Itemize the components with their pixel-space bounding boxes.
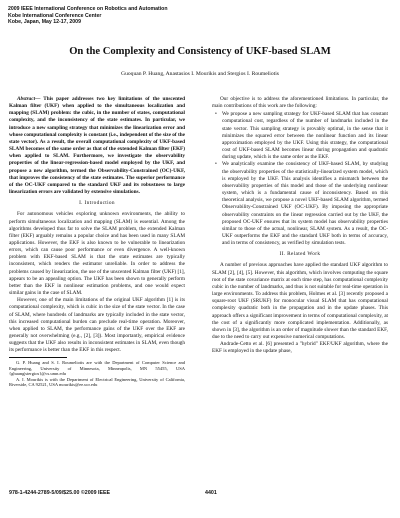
contribution-item-1: • We propose a new sampling strategy for UKF-based SLAM that has constant computational cost, regardless of the number of landmarks included in the state vector. This sampling strategy is provably optimal, in the sense that it minimizes the squared error between the nonlinear function and its linear approximation employed by the UKF. Using this strategy, the computational cost of UKF-based SLAM becomes linear during propagation and quadratic during update, which is the same order as the EKF.	[222, 111, 388, 161]
intro-paragraph-2: However, one of the main limitations of the original UKF algorithm [1] is its computational complexity, which is cubic in the size of the state vector. In the case of SLAM, where hundreds of landmarks are typically included in the state vector, this increased computational burden can preclude real-time operation. Moreover, when applied to SLAM, the performance gains of the UKF over the EKF are generally not overwhelming (e.g., [2], [3]). Most importantly, empirical evidence suggests that the UKF also results in inconsistent estimates in SLAM, even though its performance is better than the EKF in this respect.	[9, 297, 185, 354]
isbn-copyright: 978-1-4244-2789-5/09/$25.00 ©2009 IEEE	[9, 490, 111, 496]
footnote-authors-2: A. I. Mourikis is with the Department of Electrical Engineering, University of California, Riverside, CA 92521, USA mourikis@ee.ucr.edu	[9, 376, 185, 388]
page-number: 4401	[205, 490, 217, 496]
footnote-divider	[9, 357, 67, 358]
abstract-text: — This paper addresses two key limitations of the unscented Kalman filter (UKF) when applied to the simultaneous localization and mapping (SLAM) problem: the cubic, in the number of states, computational complexity, and the inconsistency of the state estimates. In particular, we introduce a new sampling strategy that minimizes the linearization error and whose computational complexity is constant (i.e., independent of the size of the state vector). As a result, the overall computational complexity of UKF-based SLAM becomes of the same order as that of the extended Kalman filter (EKF) when applied to SLAM. Furthermore, we investigate the observability properties of the linear-regression-based model employed by the UKF, and propose a new algorithm, termed the Observability-Constrained (OC)-UKF, that improves the consistency of the state estimates. The superior performance of the OC-UKF compared to the standard UKF and its robustness to large linearization errors are validated by extensive simulations.	[9, 96, 185, 196]
related-work-paragraph-1: A number of previous approaches have applied the standard UKF algorithm to SLAM [2], [4], [5]. However, this algorithm, which involves computing the square root of the state covariance matrix at each time step, has computational complexity cubic in the number of landmarks, and thus is not suitable for real-time operation in large environments. To address this problem, Holmes et al. [3] recently proposed a square-root UKF (SRUKF) for monocular visual SLAM that has computational complexity quadratic both in the propagation and in the update phases. This approach offers a significant improvement in terms of computational complexity, at the cost of a significantly more complicated implementation. Additionally, as shown in [3], the algorithm is an order of magnitude slower than the standard EKF, due to the need to carry out expensive numerical computations.	[212, 262, 388, 340]
right-column	[212, 96, 388, 355]
conference-name: 2009 IEEE International Conference on Robotics and Automation	[8, 6, 168, 12]
abstract	[9, 96, 185, 196]
section-heading-introduction: I. Introduction	[79, 200, 115, 207]
footnote-authors-1: G. P. Huang and S. I. Roumeliotis are with the Department of Computer Science and Engineering, University of Minnesota, Minneapolis, MN 55455, USA {ghuang|stergios}@cs.umn.edu	[9, 360, 185, 377]
section-heading-related-work: II. Related Work	[279, 251, 321, 258]
intro-paragraph-1: For autonomous vehicles exploring unknown environments, the ability to perform simultaneous localization and mapping (SLAM) is essential. Among the algorithms developed thus far to solve the SLAM problem, the extended Kalman filter (EKF) arguably remains a popular choice and has been used in many SLAM applications. However, the EKF is also known to be vulnerable to linearization errors, which can cause poor performance or even divergence. A well-known problem with EKF-based SLAM is that the state estimates are typically inconsistent, which renders the estimator unreliable. In order to address the problems caused by linearization, the use of the unscented Kalman filter (UKF) [1], appears to be an appealing option. The UKF has been shown to generally perform better than the EKF in nonlinear estimation problems, and one would expect similar gains in the case of SLAM.	[9, 211, 185, 297]
conference-header	[8, 6, 208, 26]
contributions-intro: Our objective is to address the aforementioned limitations. In particular, the main contributions of this work are the following:	[212, 96, 388, 110]
conference-venue: Kobe International Conference Center	[8, 12, 102, 19]
paper-authors: Guoquan P. Huang, Anastasios I. Mourikis and Stergios I. Roumeliotis	[121, 71, 279, 77]
related-work-paragraph-2: Andrade-Cetto et al. [6] presented a "hybrid" EKF/UKF algorithm, where the EKF is employed in the update phase,	[212, 341, 388, 355]
paper-title: On the Complexity and Consistency of UKF-based SLAM	[69, 46, 331, 57]
contributions-list	[212, 111, 388, 247]
conference-date: Kobe, Japan, May 12-17, 2009	[8, 19, 81, 26]
contribution-item-2: • We analytically examine the consistency of UKF-based SLAM, by studying the observability properties of the statistically-linearized system model, which is employed by the UKF. This analysis identifies a mismatch between the observability properties of this model and those of the underlying nonlinear system, which is a fundamental cause of inconsistency. Based on this theoretical analysis, we propose a novel UKF-based SLAM algorithm, termed Observability-Constrained UKF (OC-UKF). By imposing the appropriate observability constraints on the linear regression carried out by the UKF, the proposed OC-UKF ensures that its system model has observability properties similar to those of the actual, nonlinear, SLAM system. As a result, the OC-UKF outperforms the EKF and the standard UKF both in terms of accuracy, and in terms of consistency, as verified by simulation tests.	[222, 161, 388, 247]
page-footer	[9, 490, 391, 498]
left-column	[9, 96, 185, 388]
abstract-label: Abstract	[17, 96, 36, 102]
